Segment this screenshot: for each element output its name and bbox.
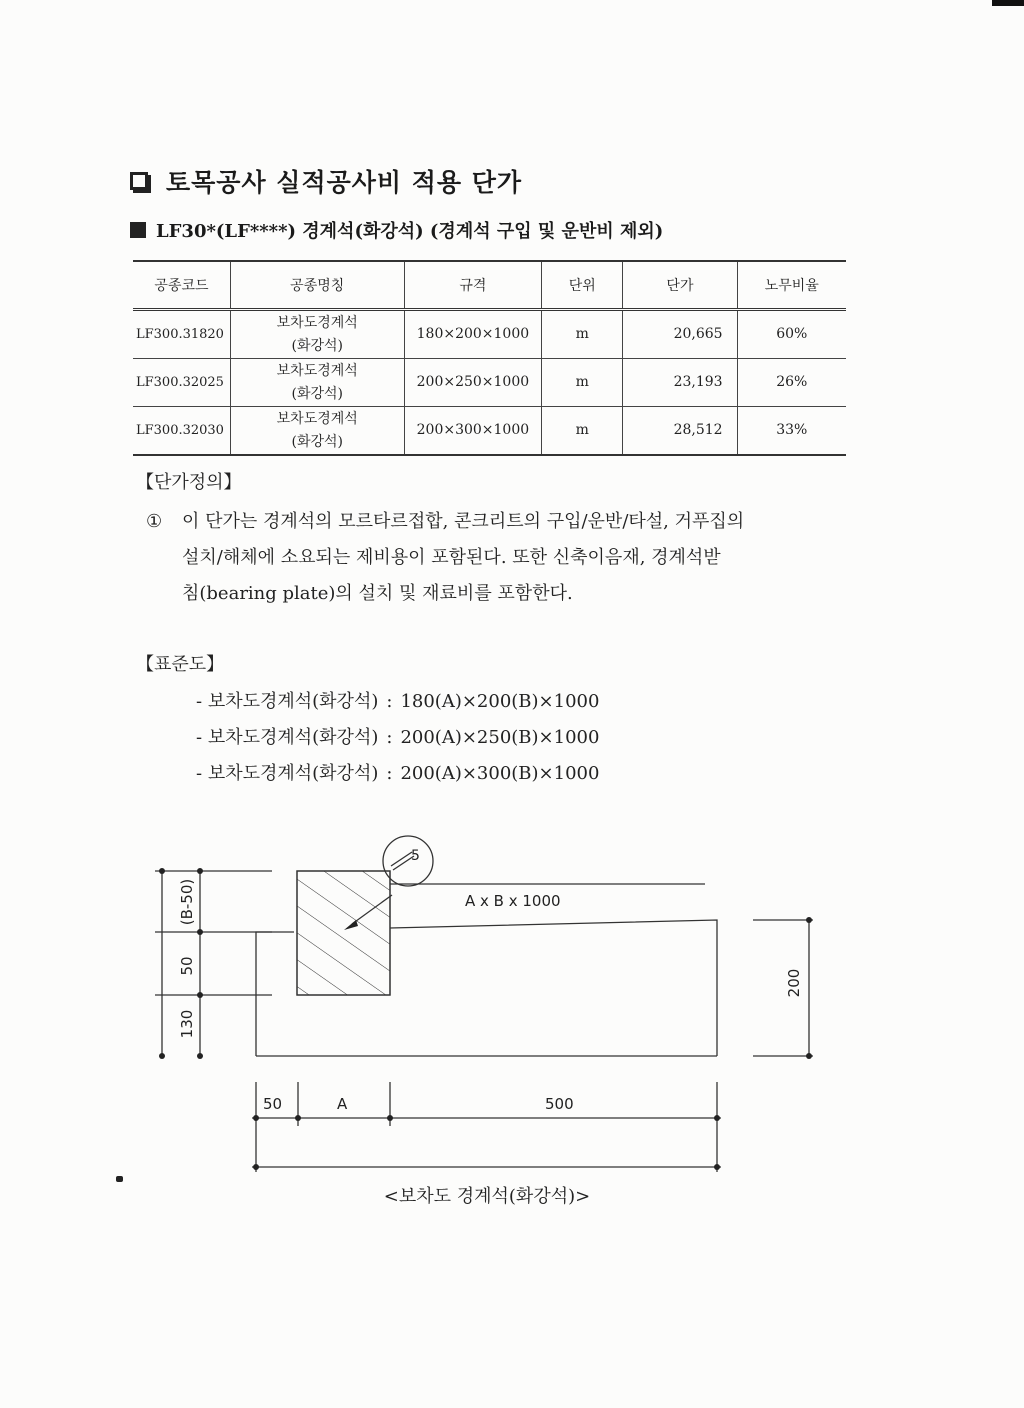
cell-unit: m (542, 359, 623, 407)
foundation-outline-left (256, 932, 294, 1056)
list-item: - 보차도경계석(화강석) : 180(A)×200(B)×1000 (196, 691, 600, 712)
standard-value: 200(A)×300(B)×1000 (400, 763, 600, 784)
drawing-caption: <보차도 경계석(화강석)> (383, 1186, 591, 1207)
standard-value: 180(A)×200(B)×1000 (400, 691, 600, 712)
cell-unit: m (542, 310, 623, 359)
dimension-label-a: A (337, 1095, 348, 1113)
dimension-dot (806, 1053, 812, 1059)
cell-price: 20,665 (623, 310, 737, 359)
black-square-icon (130, 222, 146, 238)
cell-code: LF300.32025 (133, 359, 230, 407)
dimension-dot (387, 1115, 393, 1121)
table-header-row (133, 261, 846, 310)
cell-spec: 200×250×1000 (404, 359, 542, 407)
definition-line-2: 설치/해체에 소요되는 제비용이 포함된다. 또한 신축이음재, 경계석받 (182, 547, 721, 568)
list-item: - 보차도경계석(화강석) : 200(A)×250(B)×1000 (196, 727, 600, 748)
dimension-dot (159, 868, 165, 874)
curb-stone-section (297, 871, 390, 995)
cell-name (230, 310, 404, 359)
cell-spec: 180×200×1000 (404, 310, 542, 359)
checkbox-icon (130, 172, 148, 190)
definition-line-3: 침(bearing plate)의 설치 및 재료비를 포함한다. (182, 583, 573, 604)
cell-name (230, 407, 404, 456)
price-table (133, 260, 846, 456)
definition-line-1 (146, 504, 846, 540)
standard-label: 보차도경계석(화강석) (207, 763, 379, 784)
section-subtitle (130, 214, 663, 246)
page-title-text: 토목공사 실적공사비 적용 단가 (166, 168, 523, 197)
column-header-unit: 단위 (542, 261, 623, 310)
definition-line-1-text: 이 단가는 경계석의 모르타르접합, 콘크리트의 구입/운반/타설, 거푸집의 (182, 511, 745, 532)
definition-heading: 【단가정의】 (136, 472, 242, 493)
cell-name-line2: (화강석) (291, 433, 343, 450)
cell-name-line1: 보차도경계석 (276, 314, 358, 331)
cell-price: 23,193 (623, 359, 737, 407)
dimension-label-50-horizontal: 50 (263, 1095, 283, 1113)
dimension-label-b-minus-50: (B-50) (178, 878, 196, 926)
column-header-name: 공종명칭 (230, 261, 404, 310)
cell-name-line1: 보차도경계석 (276, 362, 358, 379)
column-header-price: 단가 (623, 261, 737, 310)
dimension-dot (197, 992, 203, 998)
page-title (130, 164, 522, 198)
column-header-spec: 규격 (404, 261, 542, 310)
cell-labor: 26% (737, 359, 846, 407)
definition-text (146, 504, 846, 612)
foundation-outline-right (390, 920, 717, 1056)
dimension-dot (253, 1115, 259, 1121)
dimension-label-200: 200 (785, 968, 803, 998)
cell-unit: m (542, 407, 623, 456)
dimension-dot (197, 1053, 203, 1059)
standard-list (196, 684, 599, 792)
standard-value: 200(A)×250(B)×1000 (400, 727, 600, 748)
detail-label: 5 (411, 848, 420, 864)
dimension-label-500: 500 (545, 1095, 574, 1113)
cell-spec: 200×300×1000 (404, 407, 542, 456)
cell-name (230, 359, 404, 407)
dimension-dot (295, 1115, 301, 1121)
dimension-dot (806, 917, 812, 923)
curb-stone-drawing (0, 820, 1024, 1180)
column-header-code: 공종코드 (133, 261, 230, 310)
cell-code: LF300.32030 (133, 407, 230, 456)
dimension-label-50-vertical: 50 (178, 956, 196, 976)
dimension-dot (253, 1164, 259, 1170)
scan-corner-mark (992, 0, 1024, 6)
list-item: - 보차도경계석(화강석) : 200(A)×300(B)×1000 (196, 763, 600, 784)
dimension-dot (159, 1053, 165, 1059)
circled-number-1: ① (146, 511, 163, 532)
dimension-dot (714, 1115, 720, 1121)
cell-name-line2: (화강석) (291, 385, 343, 402)
table-row (133, 359, 846, 407)
standard-heading: 【표준도】 (136, 654, 225, 675)
stone-size-label: A x B x 1000 (465, 892, 561, 910)
dimension-dot (714, 1164, 720, 1170)
cell-name-line1: 보차도경계석 (276, 410, 358, 427)
cell-price: 28,512 (623, 407, 737, 456)
column-header-labor: 노무비율 (737, 261, 846, 310)
dimension-label-130: 130 (178, 1009, 196, 1039)
cell-labor: 33% (737, 407, 846, 456)
standard-label: 보차도경계석(화강석) (207, 727, 379, 748)
cell-code: LF300.31820 (133, 310, 230, 359)
table-row (133, 407, 846, 456)
dimension-dot (197, 929, 203, 935)
standard-label: 보차도경계석(화강석) (207, 691, 379, 712)
detail-circle (383, 836, 433, 886)
cell-labor: 60% (737, 310, 846, 359)
cell-name-line2: (화강석) (291, 337, 343, 354)
section-subtitle-text: LF30*(LF****) 경계석(화강석) (경계석 구입 및 운반비 제외) (156, 221, 664, 242)
table-row (133, 310, 846, 359)
dimension-dot (197, 868, 203, 874)
